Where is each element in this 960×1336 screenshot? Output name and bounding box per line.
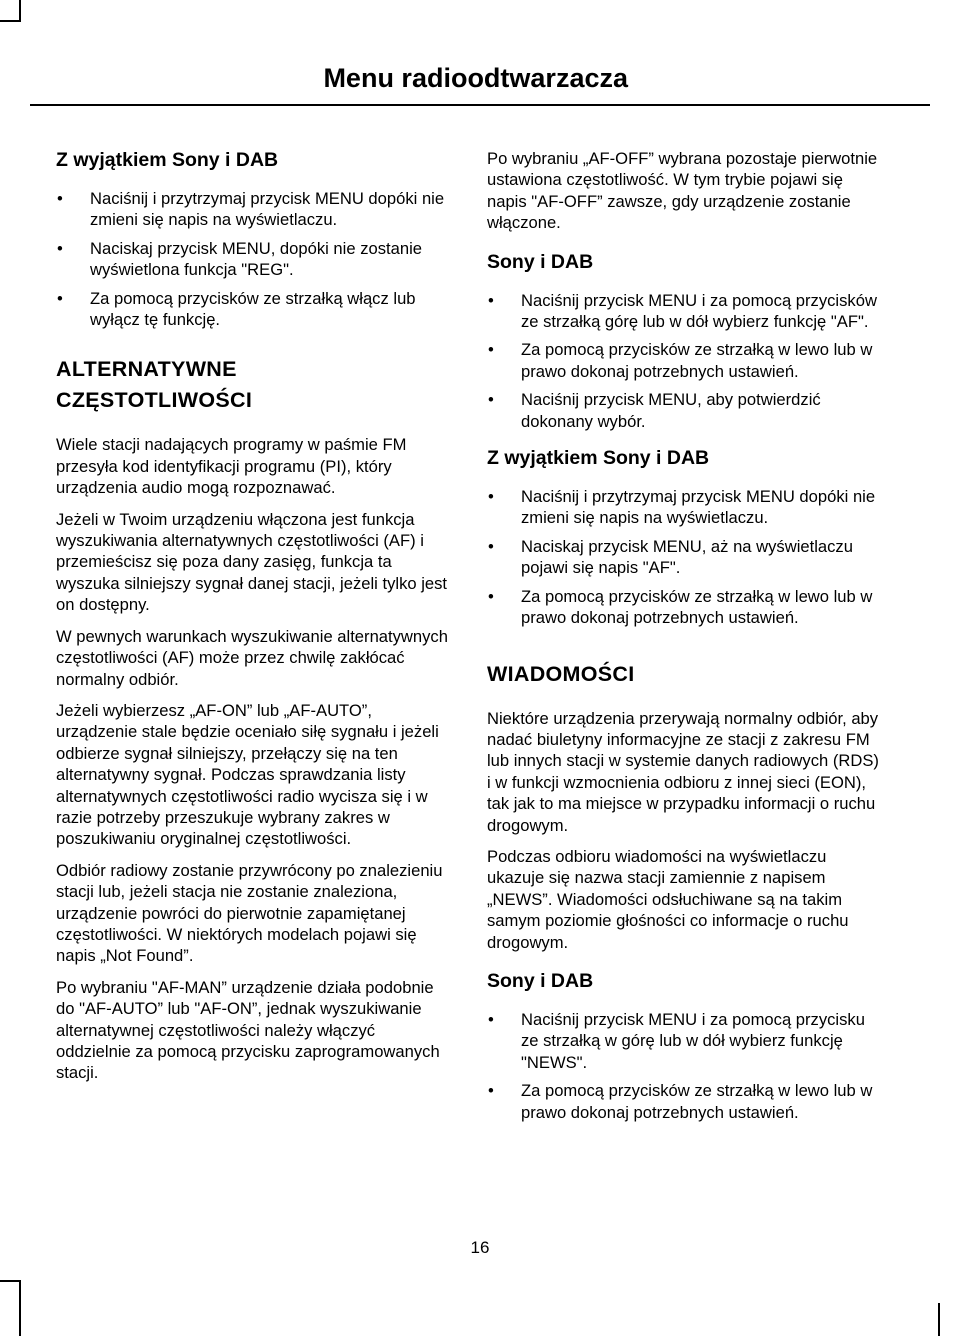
bullet-icon: • bbox=[57, 288, 63, 308]
bullet-list bbox=[487, 486, 887, 628]
list-item-text: Za pomocą przycisków ze strzałką włącz lub wyłącz tę funkcję. bbox=[90, 288, 416, 330]
bullet-icon: • bbox=[57, 238, 63, 258]
subheading-except-sony-dab: Z wyjątkiem Sony i DAB bbox=[56, 149, 279, 171]
list-item-text: Naciskaj przycisk MENU, dopóki nie zostanie wyświetlona funkcja "REG". bbox=[90, 238, 422, 280]
paragraph: Odbiór radiowy zostanie przywrócony po znalezieniu stacji lub, jeżeli stacja nie zostanie znaleziona, urządzenie powróci do pierwotnie zapamiętanej częstotliwości. W niektórych modelach pojawi się napis „Not Found”. bbox=[56, 860, 443, 966]
paragraph: Niektóre urządzenia przerywają normalny odbiór, aby nadać biuletyny informacyjne ze stacji z zakresu FM lub innych stacji w systemie danych radiowych (RDS) i w funkcji wzmocnienia odbioru z innej sieci (EON), tak jak to ma miejsce w przypadku informacji o ruchu drogowym. bbox=[487, 708, 879, 835]
list-item-text: Naciśnij przycisk MENU i za pomocą przycisków ze strzałką górę lub w dół wybierz funkcję "AF". bbox=[521, 290, 877, 332]
subheading-sony-dab: Sony i DAB bbox=[487, 969, 594, 992]
bullet-icon: • bbox=[488, 290, 494, 310]
crop-mark-bottom-left bbox=[19, 1280, 21, 1336]
list-item bbox=[487, 586, 887, 629]
paragraph: Podczas odbioru wiadomości na wyświetlaczu ukazuje się nazwa stacji zamiennie z napisem „NEWS”. Wiadomości odsłuchiwane są na takim samym poziomie głośności co informacje o ruchu drogowym. bbox=[487, 846, 849, 952]
bullet-list bbox=[487, 290, 887, 432]
list-item bbox=[56, 188, 448, 231]
list-item-text: Naciśnij i przytrzymaj przycisk MENU dopóki nie zmieni się napis na wyświetlaczu. bbox=[90, 189, 445, 230]
crop-mark-bottom-left-horizontal bbox=[0, 1280, 21, 1282]
right-column bbox=[487, 148, 887, 1135]
bullet-icon: • bbox=[57, 189, 63, 208]
bullet-list bbox=[56, 188, 448, 330]
list-item-text: Naciśnij przycisk MENU, aby potwierdzić dokonany wybór. bbox=[521, 390, 821, 431]
list-item-text: Za pomocą przycisków ze strzałką w lewo lub w prawo dokonaj potrzebnych ustawień. bbox=[521, 340, 873, 381]
paragraph: W pewnych warunkach wyszukiwanie alternatywnych częstotliwości (AF) może przez chwilę zakłócać normalny odbiór. bbox=[56, 626, 448, 689]
section-heading-alternative-frequencies: ALTERNATYWNE CZĘSTOTLIWOŚCI bbox=[56, 357, 253, 413]
title-divider bbox=[30, 104, 930, 106]
list-item bbox=[487, 290, 887, 333]
list-item bbox=[56, 238, 448, 281]
list-item bbox=[487, 486, 887, 529]
list-item-text: Naciśnij przycisk MENU i za pomocą przycisku ze strzałką w górę lub w dół wybierz funkcję "NEWS". bbox=[521, 1009, 865, 1072]
list-item bbox=[487, 536, 887, 579]
crop-mark-bottom-right bbox=[938, 1303, 940, 1336]
list-item bbox=[487, 389, 887, 432]
section-heading-news: WIADOMOŚCI bbox=[487, 661, 635, 686]
list-item bbox=[56, 288, 448, 331]
subheading-sony-dab: Sony i DAB bbox=[487, 250, 594, 273]
list-item-text: Za pomocą przycisków ze strzałką w lewo lub w prawo dokonaj potrzebnych ustawień. bbox=[521, 1081, 873, 1122]
paragraph: Jeżeli wybierzesz „AF-ON” lub „AF-AUTO”, urządzenie stale będzie oceniało siłę sygnału i jeżeli odbierze sygnał silniejszy, przełączy się na ten alternatywny sygnał. Podczas sprawdzania listy alternatywnych częstotliwości radio wycisza się i w razie potrzeby przeszukuje wybrany zakres w poszukiwaniu oryginalnej częstotliwości. bbox=[56, 700, 439, 849]
list-item-text: Za pomocą przycisków ze strzałką w lewo lub w prawo dokonaj potrzebnych ustawień. bbox=[521, 586, 873, 628]
bullet-icon: • bbox=[488, 390, 494, 410]
bullet-icon: • bbox=[488, 1081, 494, 1101]
list-item bbox=[487, 1080, 887, 1123]
bullet-icon: • bbox=[488, 536, 494, 556]
list-item-text: Naciśnij i przytrzymaj przycisk MENU dopóki nie zmieni się napis na wyświetlaczu. bbox=[521, 487, 876, 528]
bullet-icon: • bbox=[488, 487, 494, 507]
bullet-icon: • bbox=[488, 340, 494, 360]
subheading-except-sony-dab: Z wyjątkiem Sony i DAB bbox=[487, 447, 710, 470]
paragraph: Wiele stacji nadających programy w paśmie FM przesyła kod identyfikacji programu (PI), który urządzenia audio mogą rozpoznawać. bbox=[56, 435, 407, 498]
list-item bbox=[487, 1009, 887, 1073]
paragraph: Jeżeli w Twoim urządzeniu włączona jest funkcja wyszukiwania alternatywnych częstotliwości (AF) i przemieścisz się poza dany zasięg, funkcja ta wyszuka silniejszy sygnał danej stacji, jeżeli tylko jest on dostępny. bbox=[56, 509, 448, 615]
crop-mark-top-left bbox=[19, 0, 21, 22]
bullet-icon: • bbox=[488, 1009, 494, 1029]
page-title: Menu radioodtwarzacza bbox=[323, 63, 628, 93]
paragraph: Po wybraniu "AF-MAN” urządzenie działa podobnie do "AF-AUTO” lub "AF-ON”, jednak wyszukiwanie alternatywnej częstotliwości należy włączyć oddzielnie za pomocą przycisku zaprogramowanych stacji. bbox=[56, 977, 440, 1083]
bullet-icon: • bbox=[488, 586, 494, 606]
list-item-text: Naciskaj przycisk MENU, aż na wyświetlaczu pojawi się napis "AF". bbox=[521, 536, 853, 578]
bullet-list bbox=[487, 1009, 887, 1123]
list-item bbox=[487, 339, 887, 382]
crop-mark-top-left-horizontal bbox=[0, 20, 21, 22]
left-column bbox=[56, 148, 448, 1094]
paragraph: Po wybraniu „AF-OFF” wybrana pozostaje pierwotnie ustawiona częstotliwość. W tym trybie pojawi się napis "AF-OFF” zawsze, gdy urządzenie zostanie włączone. bbox=[487, 149, 878, 233]
page-number: 16 bbox=[470, 1238, 490, 1257]
